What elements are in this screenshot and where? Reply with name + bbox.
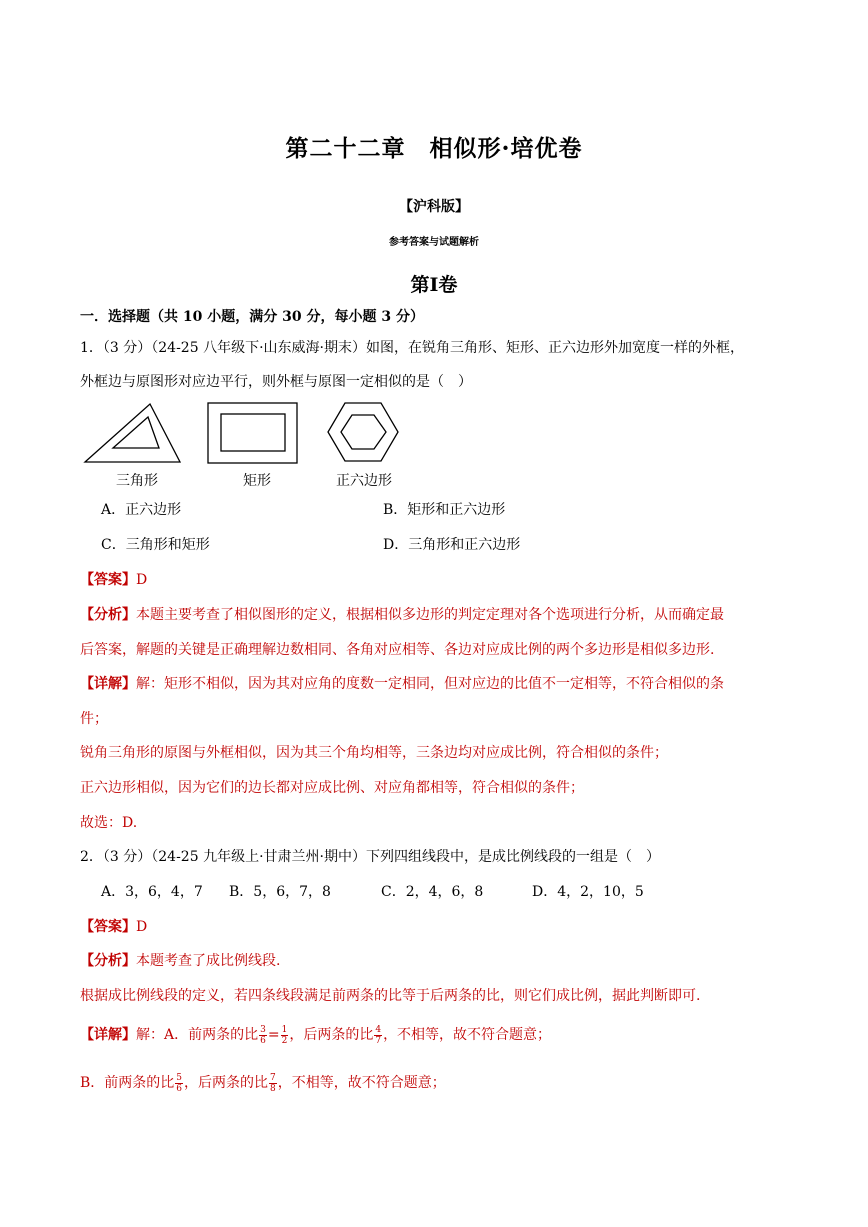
q1-analysis-line1 [80, 604, 724, 624]
triangle-shape [85, 404, 180, 462]
fraction-4-7: $\frac{4}{7}$ [375, 1024, 382, 1046]
detail-b-prefix: B．前两条的比 [80, 1075, 175, 1091]
detail-tag: 【详解】 [80, 676, 136, 692]
fraction-3-6: $\frac{3}{6}$ [260, 1024, 266, 1046]
analysis-text: 本题考查了成比例线段. [136, 953, 281, 969]
q1-option-a: A．正六边形 [101, 502, 182, 518]
volume-heading: 第Ⅰ卷 [410, 274, 458, 296]
analysis-tag: 【分析】 [80, 607, 136, 623]
detail-a-suffix: ，不相等，故不符合题意； [383, 1027, 552, 1043]
fraction-5-6: $\frac{5}{6}$ [176, 1072, 183, 1094]
q1-detail-line5: 故选：D. [80, 815, 138, 831]
rectangle-shape [208, 403, 297, 463]
hexagon-shape [328, 403, 398, 461]
fraction-7-8: $\frac{7}{8}$ [270, 1072, 276, 1094]
figure-label-hexagon: 正六边形 [336, 473, 392, 489]
q1-detail-line2: 件； [80, 711, 108, 727]
q2-answer [80, 916, 147, 936]
answer-tag: 【答案】 [80, 919, 136, 935]
q2-stem: 2．（3 分）（24-25 九年级上·甘肃兰州·期中）下列四组线段中，是成比例线段的一组是（ ） [80, 849, 660, 865]
edition-label: 【沪科版】 [399, 199, 469, 215]
page-subtitle: 参考答案与试题解析 [389, 237, 479, 248]
section-heading: 一．选择题（共 10 小题，满分 30 分，每小题 3 分） [80, 309, 424, 325]
q2-detail-b [80, 1072, 446, 1094]
q1-detail-line1 [80, 673, 724, 693]
detail-tag: 【详解】 [80, 1027, 136, 1043]
q2-option-d: D．4，2，10，5 [532, 884, 644, 900]
q2-option-a: A．3，6，4，7 [101, 884, 203, 900]
q2-analysis-line1 [80, 950, 280, 970]
q1-stem-line2: 外框边与原图形对应边平行，则外框与原图一定相似的是（ ） [80, 374, 472, 390]
analysis-tag: 【分析】 [80, 953, 136, 969]
detail-b-suffix: ，不相等，故不符合题意； [277, 1075, 446, 1091]
figure-label-rectangle: 矩形 [243, 473, 271, 489]
q1-option-b: B．矩形和正六边形 [383, 502, 506, 518]
answer-value: D [136, 919, 148, 935]
q2-option-c: C．2，4，6，8 [381, 884, 484, 900]
answer-value: D [136, 572, 148, 588]
answer-tag: 【答案】 [80, 572, 136, 588]
figure-label-triangle: 三角形 [116, 473, 158, 489]
detail-a-mid: ，后两条的比 [289, 1027, 374, 1043]
q1-option-d: D．三角形和正六边形 [383, 537, 521, 553]
q1-option-c: C．三角形和矩形 [101, 537, 210, 553]
fraction-1-2: $\frac{1}{2}$ [281, 1024, 288, 1046]
equals-sign: = [267, 1027, 280, 1043]
q2-analysis-line2: 根据成比例线段的定义，若四条线段满足前两条的比等于后两条的比，则它们成比例，据此判断即可. [80, 988, 701, 1004]
q1-stem-line1: 1．（3 分）（24-25 八年级下·山东威海·期末）如图，在锐角三角形、矩形、正六边形外加宽度一样的外框， [80, 340, 744, 356]
q1-detail-line4: 正六边形相似，因为它们的边长都对应成比例、对应角都相等，符合相似的条件； [80, 780, 584, 796]
detail-b-mid: ，后两条的比 [184, 1075, 269, 1091]
detail-text: 解：矩形不相似，因为其对应角的度数一定相同，但对应边的比值不一定相等，不符合相似的条 [136, 676, 724, 692]
q1-analysis-line2: 后答案，解题的关键是正确理解边数相同、各角对应相等、各边对应成比例的两个多边形是相似多边形. [80, 642, 715, 658]
q1-answer [80, 569, 147, 589]
page-title: 第二十二章 相似形·培优卷 [285, 135, 583, 162]
analysis-text: 本题主要考查了相似图形的定义，根据相似多边形的判定定理对各个选项进行分析，从而确定最 [136, 607, 724, 623]
detail-a-prefix: 解：A．前两条的比 [136, 1027, 259, 1043]
q2-option-b: B．5，6，7，8 [229, 884, 331, 900]
q2-detail-a [80, 1024, 551, 1046]
q1-detail-line3: 锐角三角形的原图与外框相似，因为其三个角均相等，三条边均对应成比例，符合相似的条件； [80, 745, 668, 761]
